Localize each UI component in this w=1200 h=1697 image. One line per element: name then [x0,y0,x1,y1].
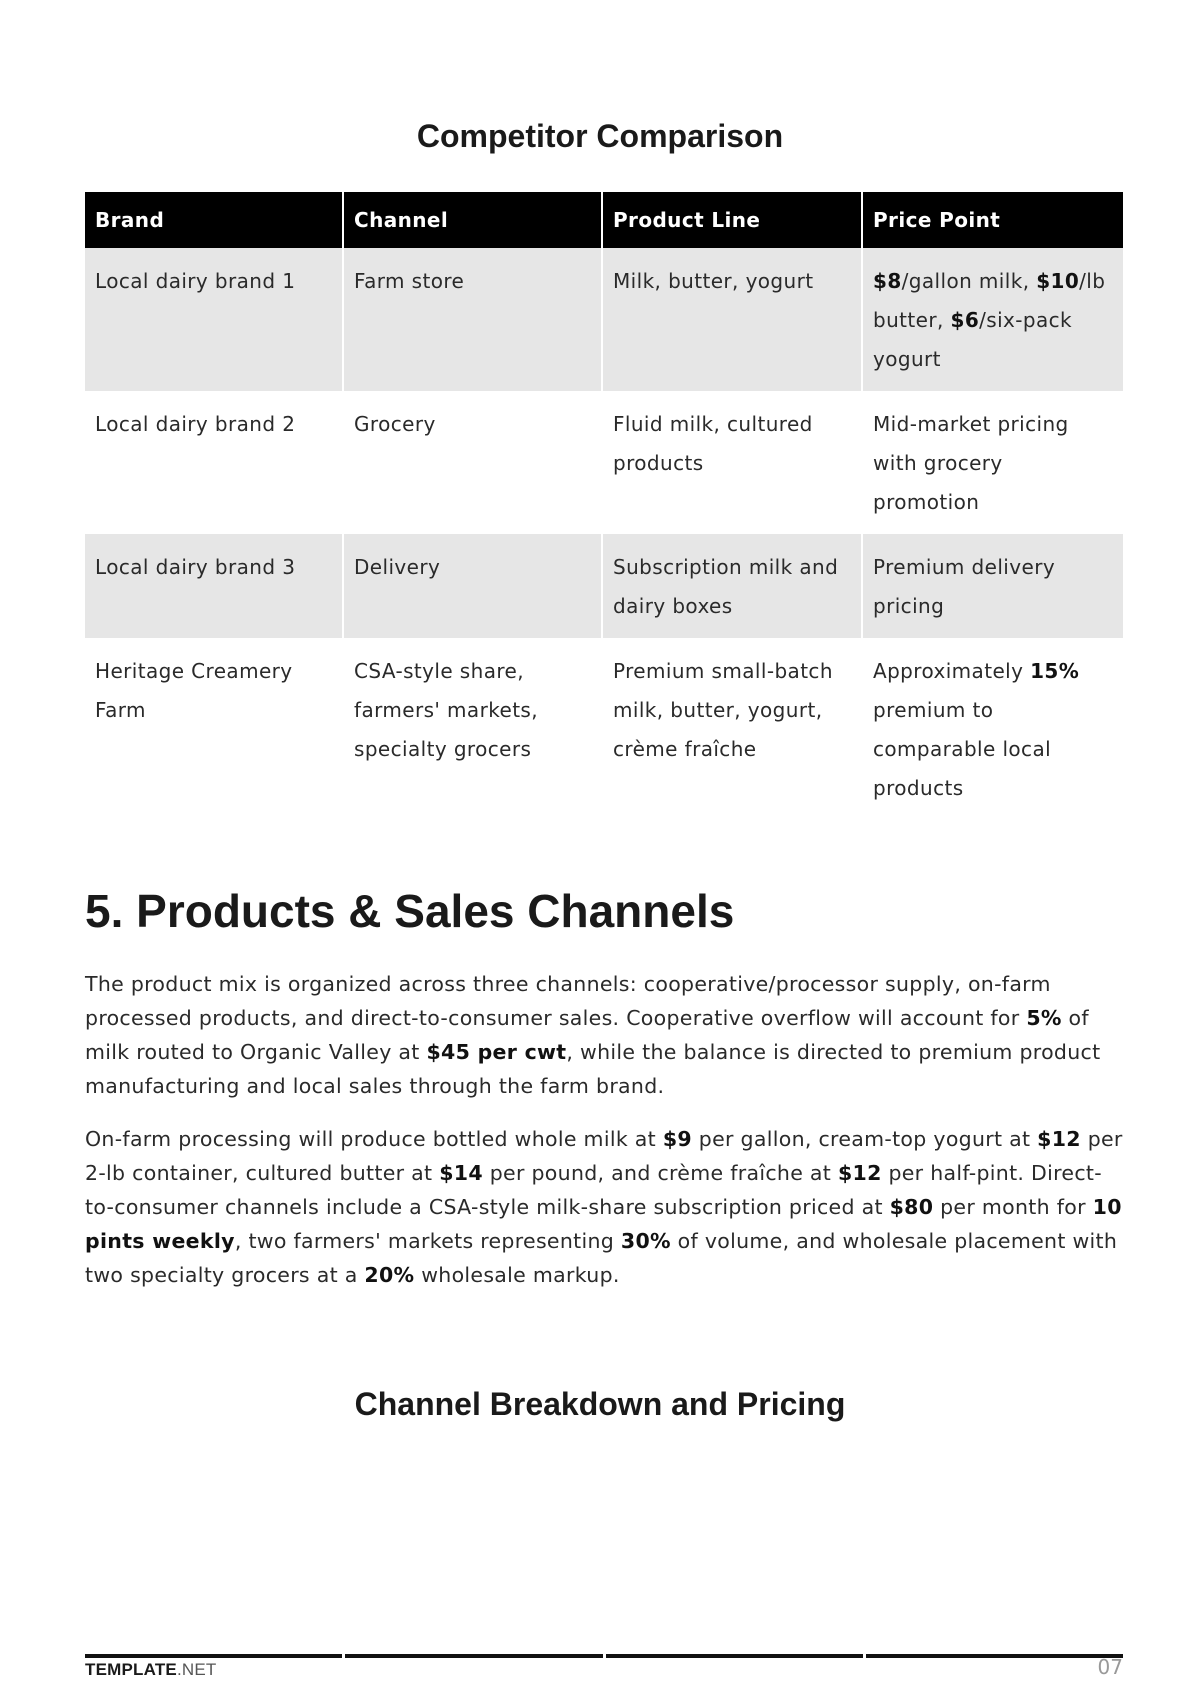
text-run: , while the balance is directed to premium product manufacturing and local sales through the farm brand. [85,1040,1101,1098]
footer-divider-segment [866,1654,1123,1658]
header-channel: Channel [344,192,603,248]
bold-run: $9 [662,1127,692,1151]
price-yogurt: $6 [950,308,980,332]
table-header-row [85,192,1123,248]
cell-channel: Delivery [344,534,603,638]
cell-price-point [863,638,1123,820]
subheading-channel-breakdown: Channel Breakdown and Pricing [354,1386,846,1422]
competitor-comparison-table [85,192,1123,820]
text-run: of volume, and wholesale placement with two specialty grocers at a [85,1229,1118,1287]
price-milk: $8 [873,269,902,293]
text-run: per 2-lb container, cultured butter at [85,1127,1123,1185]
cell-channel: Farm store [344,248,603,391]
cell-brand: Local dairy brand 3 [85,534,344,638]
bold-run: $80 [889,1195,934,1219]
price-text: /lb butter, [873,269,1106,332]
price-premium: 15% [1030,659,1080,683]
cell-product-line: Subscription milk and dairy boxes [603,534,863,638]
paragraph-channels [85,967,1125,1103]
text-run: of milk routed to Organic Valley at [85,1006,1089,1064]
cell-channel: Grocery [344,391,603,534]
cell-channel: CSA-style share, farmers' markets, specialty grocers [344,638,603,820]
cell-price-point: Mid-market pricing with grocery promotion [873,412,1069,514]
page-number: 07 [1097,1655,1123,1679]
cell-brand: Heritage Creamery Farm [85,638,344,820]
table-row [85,638,1123,820]
text-run: , two farmers' markets representing [234,1229,621,1253]
text-run: per gallon, cream-top yogurt at [691,1127,1038,1151]
cell-brand: Local dairy brand 1 [85,248,344,391]
cell-product-line: Fluid milk, cultured products [603,391,863,534]
footer-divider-segment [85,1654,342,1658]
cell-product-line: Milk, butter, yogurt [603,248,863,391]
footer-divider [85,1654,1123,1658]
bold-run: $12 [837,1161,882,1185]
bold-run: 10 pints weekly [85,1195,1122,1253]
bold-run: $45 per cwt [426,1040,567,1064]
price-text: /gallon milk, [901,269,1037,293]
text-run: per half-pint. Direct-to-consumer channels include a CSA-style milk-share subscription priced at [85,1161,1102,1219]
bold-run: $12 [1037,1127,1081,1151]
bold-run: 5% [1026,1006,1062,1030]
table-row [85,534,1123,638]
table-row [85,248,1123,391]
header-product-line: Product Line [603,192,863,248]
paragraph-processing [85,1122,1125,1292]
text-run: On-farm processing will produce bottled whole milk at [85,1127,663,1151]
footer-logo-strong: TEMPLATE [85,1660,177,1679]
footer-divider-segment [606,1654,863,1658]
footer-logo [85,1660,216,1680]
price-text: /six-pack yogurt [873,308,1073,371]
text-run: wholesale markup. [414,1263,620,1287]
cell-brand: Local dairy brand 2 [85,391,344,534]
footer-logo-light: .NET [176,1660,217,1679]
header-price-point: Price Point [863,192,1123,248]
text-run: per pound, and crème fraîche at [482,1161,838,1185]
price-text: Approximately [873,659,1031,683]
cell-product-line: Premium small-batch milk, butter, yogurt, crème fraîche [603,638,863,820]
text-run: per month for [933,1195,1093,1219]
footer-divider-segment [345,1654,602,1658]
bold-run: 30% [620,1229,671,1253]
price-butter: $10 [1036,269,1080,293]
table-row [85,391,1123,534]
cell-price-point: Premium delivery pricing [863,534,1123,638]
table-title: Competitor Comparison [416,118,784,154]
bold-run: $14 [439,1161,483,1185]
bold-run: 20% [364,1263,415,1287]
price-text: premium to comparable local products [873,698,1052,800]
header-brand: Brand [85,192,344,248]
cell-price-point [863,248,1123,391]
text-run: The product mix is organized across three channels: cooperative/processor supply, on-farm processed products, and direct-to-consumer sales. Cooperative overflow will account for [85,972,1051,1030]
section-heading: 5. Products & Sales Channels [85,885,735,937]
